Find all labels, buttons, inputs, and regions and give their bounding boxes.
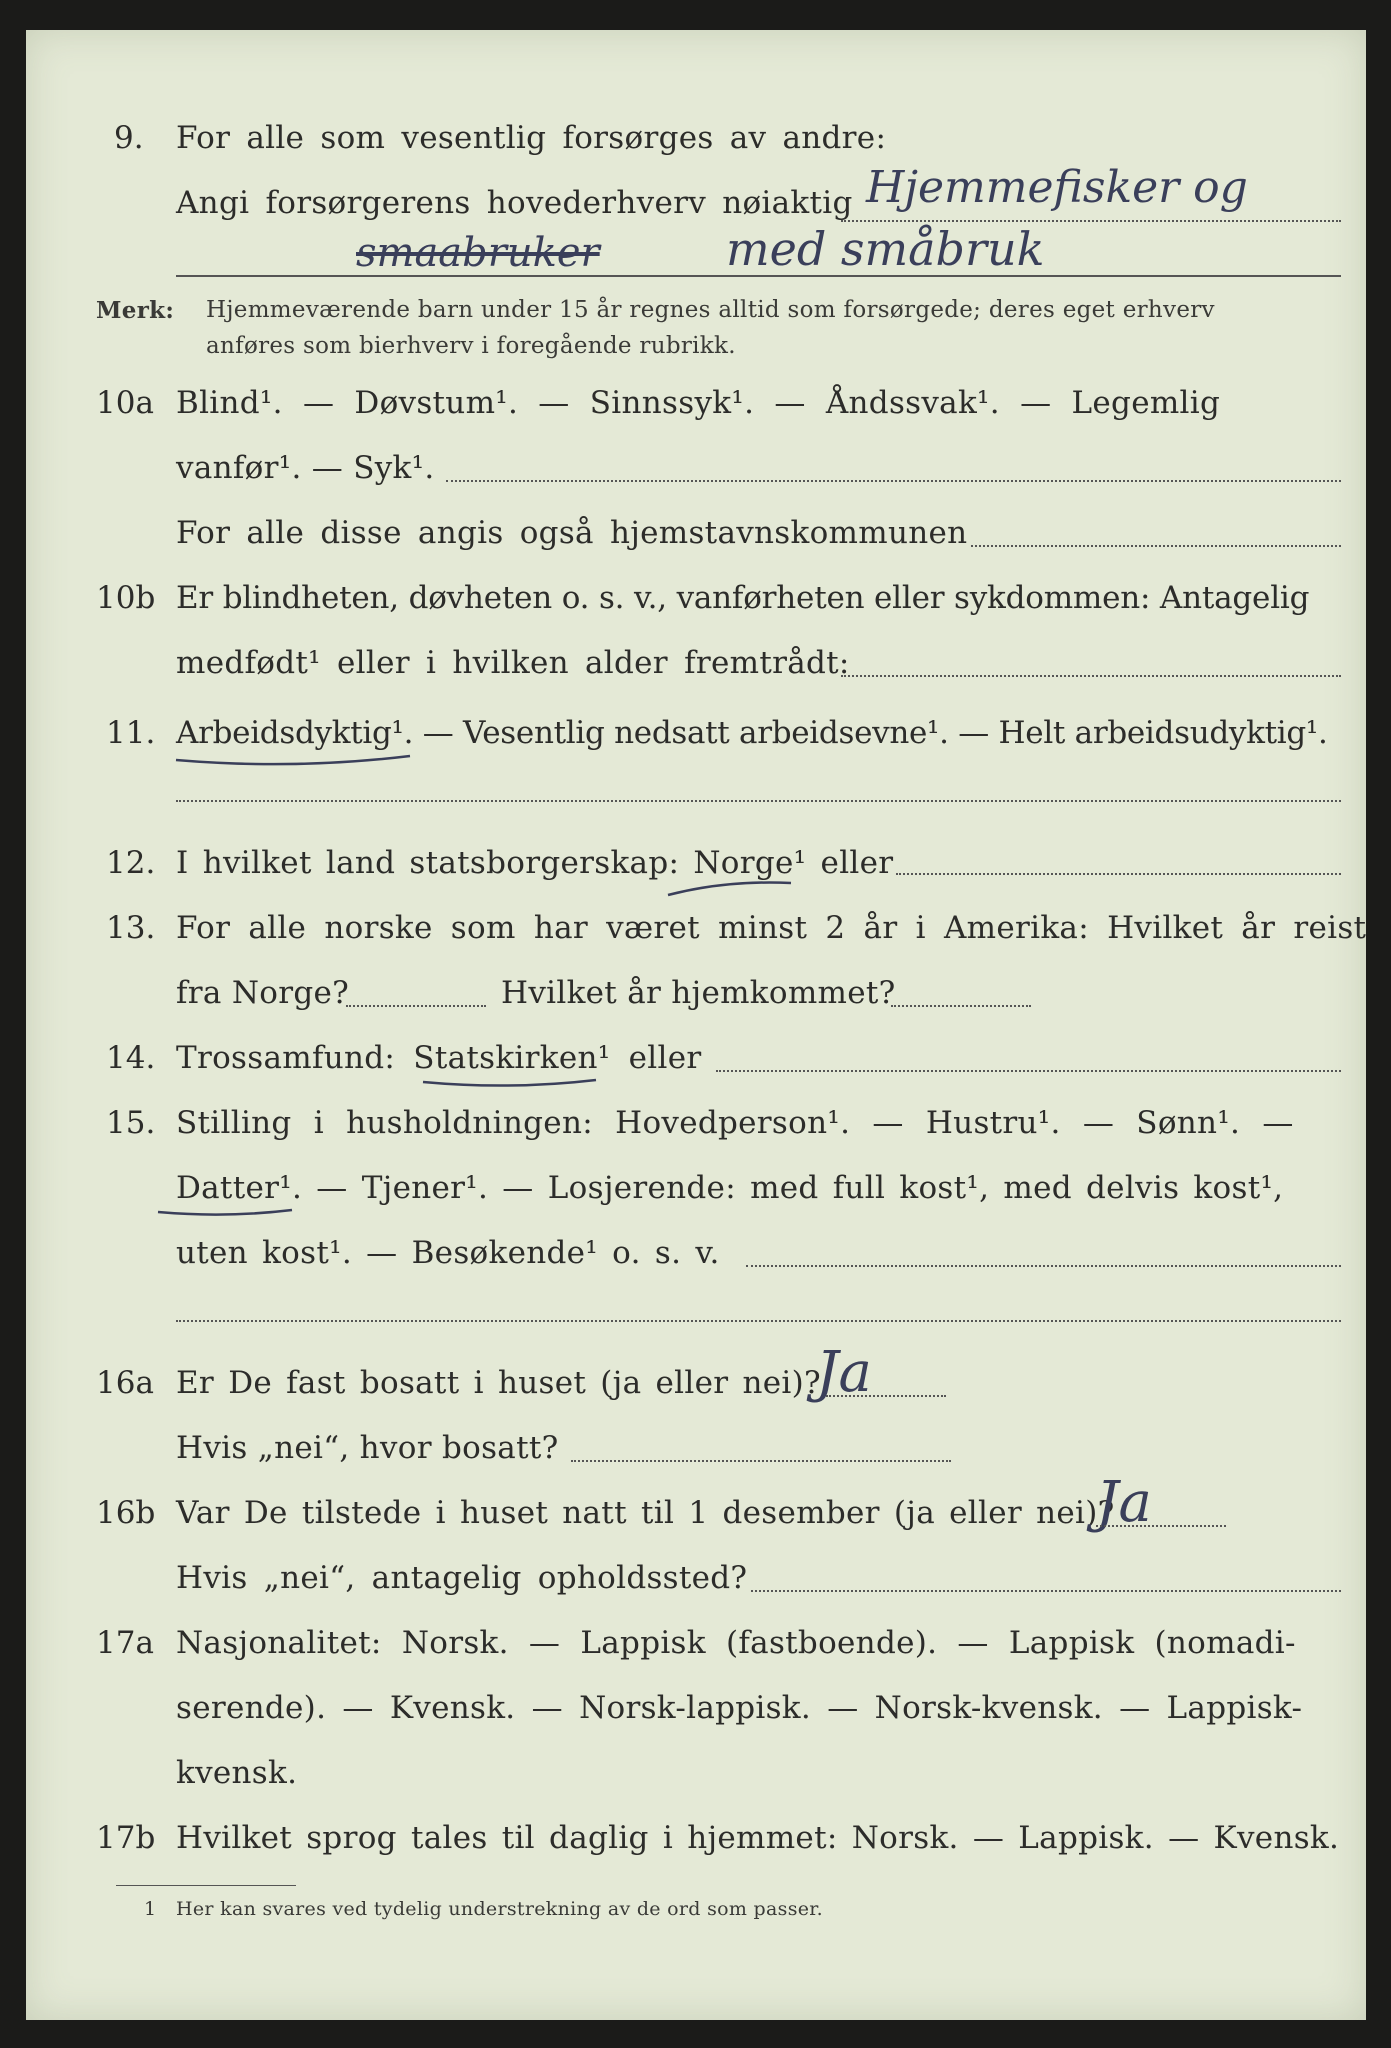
q10a-line3: For alle disse angis også hjemstavnskommunen: [176, 515, 968, 551]
q12-answer-line: [896, 873, 1341, 875]
question-number-10b: 10b: [96, 580, 156, 616]
q13-line2b: Hvilket år hjemkommet?: [501, 975, 896, 1011]
q9-line1: For alle som vesentlig forsørges av andre:: [176, 120, 887, 156]
q10b-line1: Er blindheten, døvheten o. s. v., vanførheten eller sykdommen: Antagelig: [176, 580, 1310, 616]
q15-answer-line-1: [746, 1265, 1341, 1267]
q17a-line1: Nasjonalitet: Norsk. — Lappisk (fastboende). — Lappisk (nomadi-: [176, 1625, 1296, 1661]
q16b-line2: Hvis „nei“, antagelig opholdssted?: [176, 1560, 748, 1596]
q9-handwritten-struck: smaabruker: [356, 230, 600, 276]
q10b-answer-line: [841, 675, 1341, 677]
q13-line2a: fra Norge?: [176, 975, 350, 1011]
note-line2: anføres som bierhverv i foregående rubrikk.: [206, 333, 736, 359]
q17b-line1: Hvilket sprog tales til daglig i hjemmet: Norsk. — Lappisk. — Kvensk.: [176, 1820, 1340, 1856]
question-number-17b: 17b: [96, 1820, 156, 1856]
q17a-line2: serende). — Kvensk. — Norsk-lappisk. — Norsk-kvensk. — Lappisk-: [176, 1690, 1303, 1726]
q9-line2: Angi forsørgerens hovederhverv nøiaktig: [176, 185, 853, 221]
q11-answer-line: [176, 800, 1341, 802]
question-number-15: 15.: [106, 1105, 156, 1141]
q15-line3: uten kost¹. — Besøkende¹ o. s. v.: [176, 1235, 720, 1271]
footnote-divider: [116, 1885, 296, 1886]
q16b-answer-line-1: [1096, 1525, 1226, 1527]
footnote-mark: 1: [144, 1898, 157, 1920]
question-number-12: 12.: [106, 845, 156, 881]
question-number-14: 14.: [106, 1040, 156, 1076]
q13-answer-line-1: [346, 1005, 486, 1007]
q16a-answer-line-2: [571, 1460, 951, 1462]
q15-underline-mark: [156, 1202, 296, 1222]
note-line1: Hjemmeværende barn under 15 år regnes alltid som forsørgede; deres eget erhverv: [206, 297, 1215, 323]
q16a-line1: Er De fast bosatt i huset (ja eller nei)?: [176, 1365, 821, 1401]
q10a-line1: Blind¹. — Døvstum¹. — Sinnssyk¹. — Åndssvak¹. — Legemlig: [176, 385, 1221, 421]
q11-underline-mark: [174, 748, 414, 768]
note-label: Merk:: [96, 297, 175, 324]
q16a-line2: Hvis „nei“, hvor bosatt?: [176, 1430, 559, 1466]
q9-handwritten-answer-2: med småbruk: [726, 222, 1045, 276]
q10a-answer-line-1: [446, 480, 1341, 482]
question-number-11: 11.: [106, 715, 156, 751]
q9-handwritten-answer-1: Hjemmefisker og: [866, 162, 1248, 213]
question-number-16b: 16b: [96, 1495, 156, 1531]
question-number-10a: 10a: [96, 385, 154, 421]
q16a-answer-line-1: [826, 1395, 946, 1397]
q14-line1: Trossamfund: Statskirken¹ eller: [176, 1040, 702, 1076]
q14-underline-mark: [421, 1068, 601, 1093]
question-number-16a: 16a: [96, 1365, 154, 1401]
question-number-9: 9.: [114, 120, 144, 156]
q14-answer-line: [716, 1070, 1341, 1072]
q12-line1: I hvilket land statsborgerskap: Norge¹ eller: [176, 845, 894, 881]
question-number-13: 13.: [106, 910, 156, 946]
q13-line1: For alle norske som har været minst 2 år i Amerika: Hvilket år reist: [176, 910, 1367, 946]
q15-answer-line-2: [176, 1320, 1341, 1322]
q16a-handwritten-answer: Ja: [816, 1340, 872, 1405]
q10b-line2: medfødt¹ eller i hvilken alder fremtrådt:: [176, 645, 850, 681]
q15-line1: Stilling i husholdningen: Hovedperson¹. — Hustru¹. — Sønn¹. —: [176, 1105, 1294, 1141]
q10a-line2: vanfør¹. — Syk¹.: [176, 450, 435, 486]
q15-line2: Datter¹. — Tjener¹. — Losjerende: med full kost¹, med delvis kost¹,: [176, 1170, 1284, 1206]
q16b-line1: Var De tilstede i huset natt til 1 desember (ja eller nei)?: [176, 1495, 1115, 1531]
q13-answer-line-2: [891, 1005, 1031, 1007]
q12-underline-mark: [666, 875, 796, 905]
footnote-text: Her kan svares ved tydelig understrekning av de ord som passer.: [176, 1898, 823, 1920]
q17a-line3: kvensk.: [176, 1755, 298, 1791]
q11-line1: Arbeidsdyktig¹. — Vesentlig nedsatt arbeidsevne¹. — Helt arbeidsudyktig¹.: [176, 715, 1328, 751]
form-page: [26, 30, 1366, 2020]
q10a-answer-line-2: [971, 545, 1341, 547]
question-number-17a: 17a: [96, 1625, 154, 1661]
q16b-answer-line-2: [751, 1590, 1341, 1592]
q16b-handwritten-answer: Ja: [1096, 1470, 1152, 1535]
